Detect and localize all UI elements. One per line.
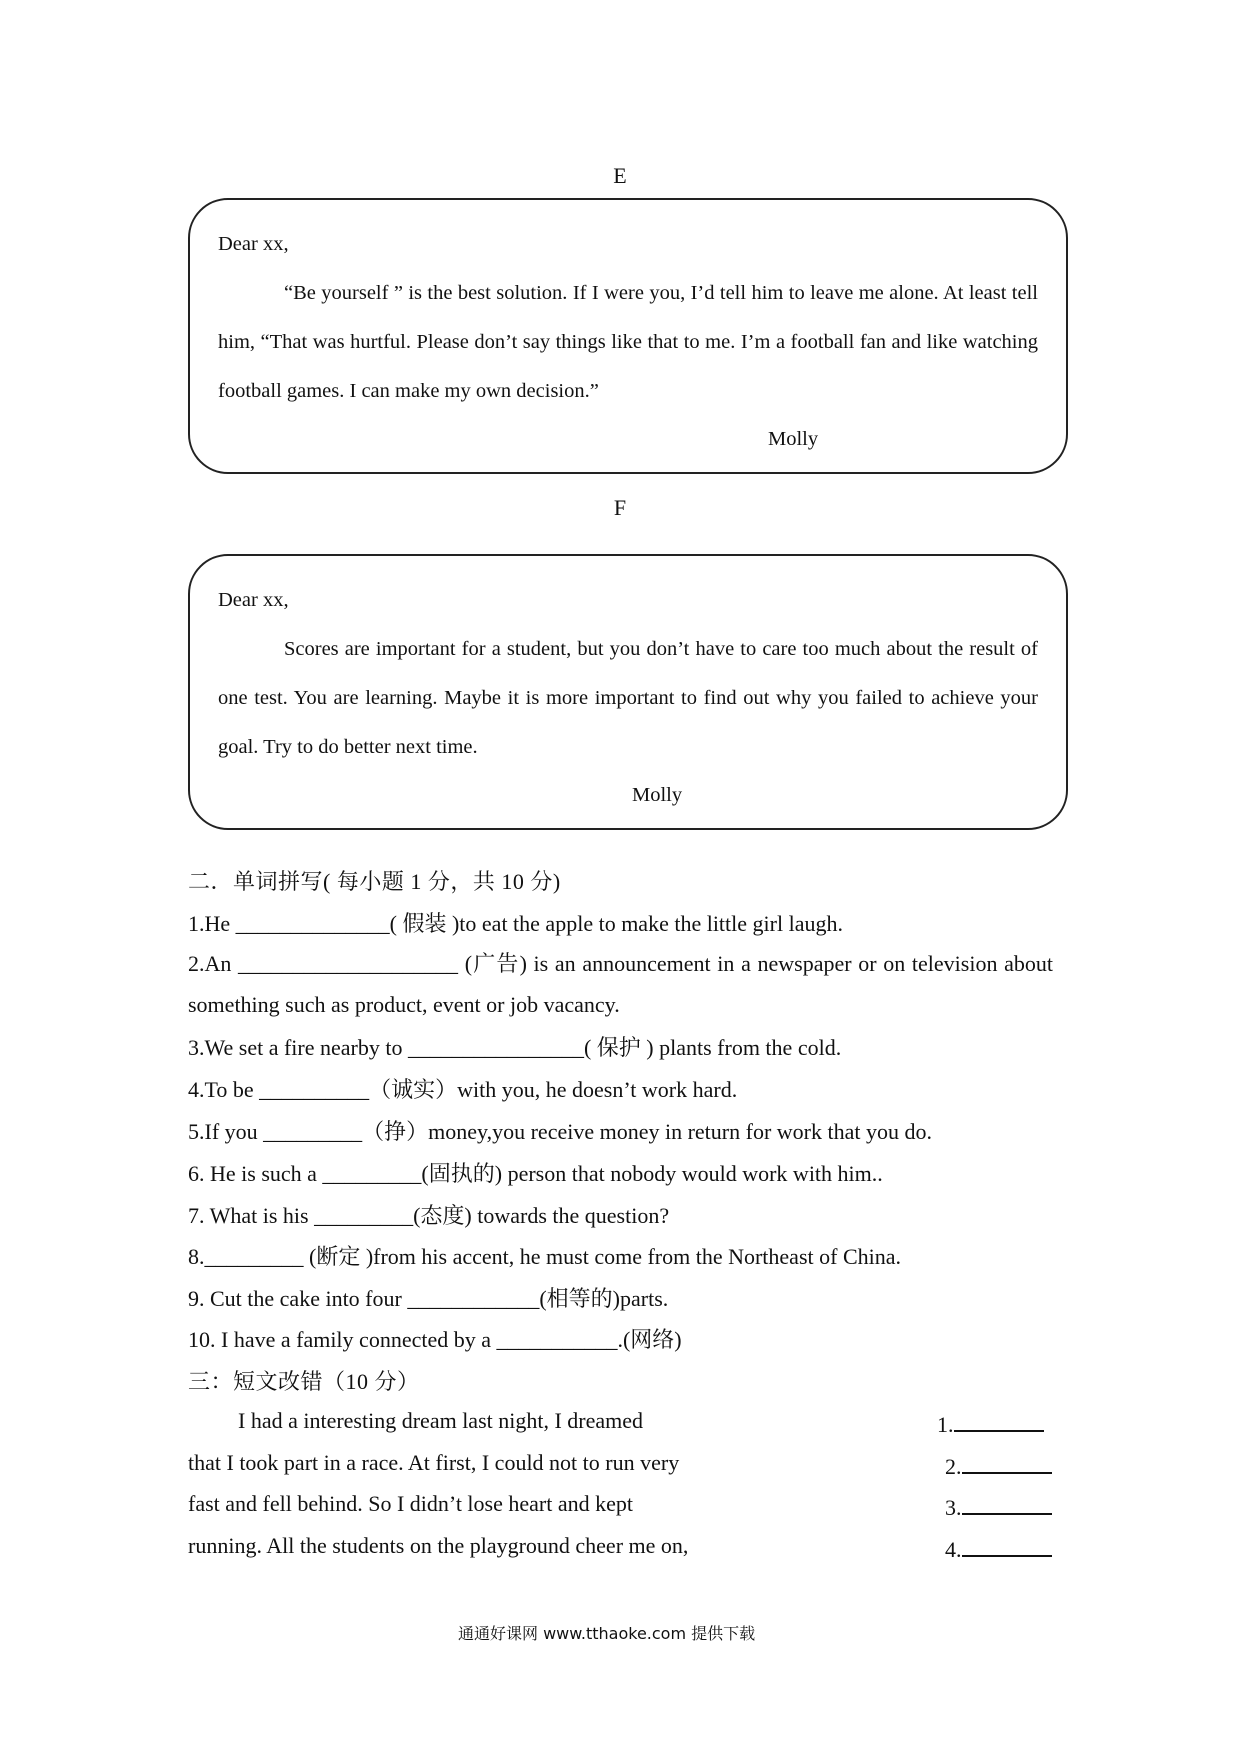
spelling-question-4: 4.To be __________（诚实）with you, he doesn’t work hard. [188,1077,738,1102]
letter-box-e [188,198,1068,474]
answer-slot-4[interactable]: 4. [945,1533,1052,1563]
spelling-question-7: 7. What is his _________(态度) towards the question? [188,1203,670,1228]
spelling-question-10: 10. I have a family connected by a ___________.(网络) [188,1327,682,1352]
footer-source: 通通好课网 www.tthaoke.com 提供下载 [458,1624,756,1643]
correction-line-1: I had a interesting dream last night, I dreamed [238,1408,644,1433]
answer-blank[interactable] [962,1450,1052,1474]
answer-slot-2[interactable]: 2. [945,1450,1052,1480]
correction-line-4: running. All the students on the playground cheer me on, [188,1533,689,1558]
spelling-question-3: 3.We set a fire nearby to ________________( 保护 ) plants from the cold. [188,1035,842,1060]
spelling-question-1: 1.He ______________( 假装 )to eat the apple to make the little girl laugh. [188,911,843,936]
correction-line-3: fast and fell behind. So I didn’t lose heart and kept [188,1491,633,1516]
spelling-question-9: 9. Cut the cake into four ____________(相等的)parts. [188,1286,669,1311]
answer-slot-3[interactable]: 3. [945,1491,1052,1521]
answer-blank[interactable] [954,1408,1044,1432]
answer-slot-1[interactable]: 1. [937,1408,1044,1438]
letter-greeting: Dear xx, [218,589,289,611]
letter-signature: Molly [632,784,683,806]
spelling-question-2: 2.An ____________________ (广告) is an announcement in a newspaper or on television about something such as product, event or job vacancy. [188,951,1053,1017]
letter-greeting: Dear xx, [218,233,289,255]
correction-line-2: that I took part in a race. At first, I could not to run very [188,1450,680,1475]
letter-box-f [188,554,1068,830]
answer-blank[interactable] [962,1533,1052,1557]
letter-body: Scores are important for a student, but you don’t have to care too much about the result of one test. You are learning. Maybe it is more important to find out why you failed to achieve your goal. Try to do better next time. [218,638,1038,758]
spelling-question-8: 8._________ (断定 )from his accent, he must come from the Northeast of China. [188,1244,902,1269]
correction-section-title: 三：短文改错（10 分） [188,1369,420,1394]
spelling-section-title: 二．单词拼写( 每小题 1 分，共 10 分) [188,869,561,894]
answer-blank[interactable] [962,1491,1052,1515]
section-label-e: E [613,163,627,188]
letter-signature: Molly [768,428,819,450]
letter-body: “Be yourself ” is the best solution. If I were you, I’d tell him to leave me alone. At least tell him, “That was hurtful. Please don’t say things like that to me. I’m a football fan and like watching football games. I can make my own decision.” [218,282,1038,402]
spelling-question-6: 6. He is such a _________(固执的) person that nobody would work with him.. [188,1161,883,1186]
section-label-f: F [613,495,627,520]
spelling-question-5: 5.If you _________（挣）money,you receive money in return for work that you do. [188,1119,932,1144]
